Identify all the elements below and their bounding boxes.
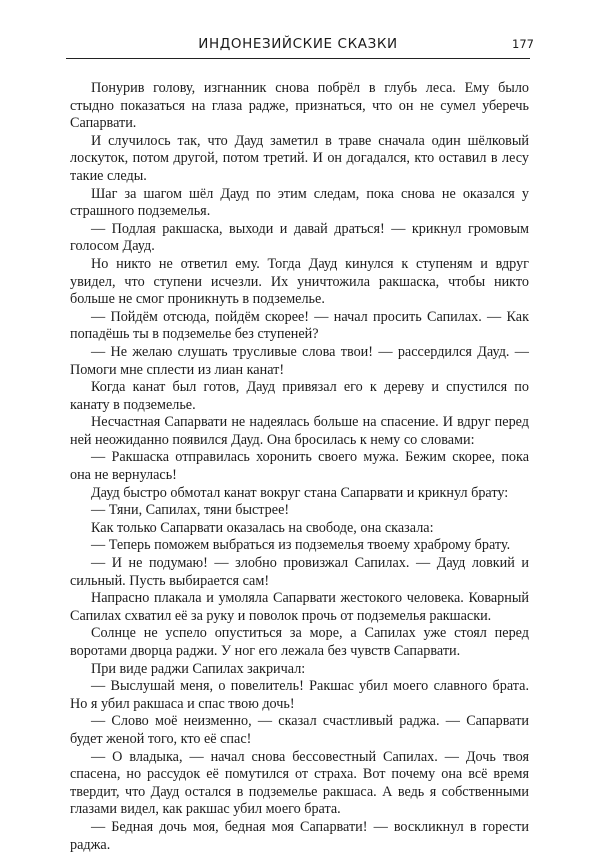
running-header xyxy=(66,32,534,58)
paragraph: Солнце не успело опуститься за море, а Сапилах уже стоял перед воротами дворца раджи. У ног его лежала без чувств Сапарвати. xyxy=(70,625,529,659)
paragraph: И случилось так, что Дауд заметил в траве сначала один шёлковый лоскуток, потом другой, потом третий. И он догадался, кто оставил в лесу такие следы. xyxy=(70,132,529,184)
header-title: ИНДОНЕЗИЙСКИЕ СКАЗКИ xyxy=(198,36,398,52)
paragraph: — Пойдём отсюда, пойдём скорее! — начал просить Сапилах. — Как попадёшь ты в подземелье без ступеней? xyxy=(70,308,529,343)
paragraph: Дауд быстро обмотал канат вокруг стана Сапарвати и крикнул брату: xyxy=(91,484,509,501)
paragraph: — Слово моё неизменно, — сказал счастливый раджа. — Сапарвати будет женой того, кто её спас! xyxy=(70,713,529,747)
paragraph: Напрасно плакала и умоляла Сапарвати жестокого человека. Коварный Сапилах схватил её за руку и поволок прочь от подземелья ракшаски. xyxy=(70,590,529,624)
page-number: 177 xyxy=(512,37,534,51)
paragraph: Когда канат был готов, Дауд привязал его к дереву и спустился по канату в подземелье. xyxy=(70,379,529,413)
paragraph: — Теперь поможем выбраться из подземелья твоему храброму брату. xyxy=(91,537,511,554)
header-rule xyxy=(66,58,530,59)
paragraph: При виде раджи Сапилах закричал: xyxy=(91,660,306,677)
paragraph: Но никто не ответил ему. Тогда Дауд кинулся к ступеням и вдруг увидел, что ступени исчезли. Их уничтожила ракшаска, чтобы никто больше не смог проникнуть в подземелье. xyxy=(70,255,529,308)
paragraph: Несчастная Сапарвати не надеялась больше на спасение. И вдруг перед ней неожиданно появился Дауд. Она бросилась к нему со словами: xyxy=(70,414,529,448)
paragraph: — Тяни, Сапилах, тяни быстрее! xyxy=(91,502,290,519)
paragraph: Как только Сапарвати оказалась на свободе, она сказала: xyxy=(91,519,434,536)
paragraph: — Подлая ракшаска, выходи и давай драться! — крикнул громовым голосом Дауд. xyxy=(70,220,529,255)
paragraph: — Выслушай меня, о повелитель! Ракшас убил моего славного брата. Но я убил ракшаса и спас твою дочь! xyxy=(70,678,529,712)
paragraph: Шаг за шагом шёл Дауд по этим следам, пока снова не оказался у страшного подземелья. xyxy=(70,185,529,220)
paragraph: — Бедная дочь моя, бедная моя Сапарвати! — воскликнул в горести раджа. xyxy=(70,818,529,853)
paragraph: — И не подумаю! — злобно провизжал Сапилах. — Дауд ловкий и сильный. Пусть выбирается сам! xyxy=(70,555,529,589)
paragraph: — Ракшаска отправилась хоронить своего мужа. Бежим скорее, пока она не вернулась! xyxy=(70,449,529,484)
paragraph: — Не желаю слушать трусливые слова твои! — рассердился Дауд. — Помоги мне сплести из лиан канат! xyxy=(70,343,529,378)
paragraph: Понурив голову, изгнанник снова побрёл в глубь леса. Ему было стыдно показаться на глаза радже, признаться, что он не сумел уберечь Сапарвати. xyxy=(70,80,529,132)
paragraph: — О владыка, — начал снова бессовестный Сапилах. — Дочь твоя спасена, но рассудок её помутился от страха. Вот почему она всё время твердит, что Дауд остался в подземелье ракшаса. А ведь я собственными глазами видел, как ракшас убил моего брата. xyxy=(70,748,529,818)
body-text xyxy=(70,80,529,854)
